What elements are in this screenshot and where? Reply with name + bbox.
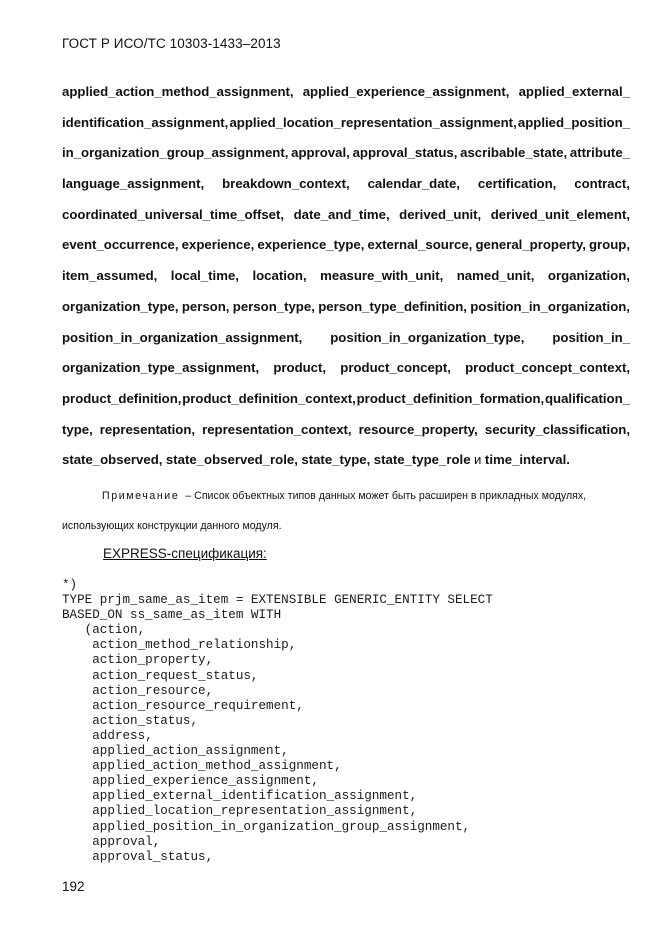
code-line: applied_action_method_assignment,	[62, 759, 342, 774]
entity-list-line	[62, 113, 630, 144]
entity-name: item_assumed,	[62, 268, 158, 284]
note-text: – Список объектных типов данных может быть расширен в прикладных модулях,	[185, 490, 587, 502]
code-line: address,	[62, 728, 153, 743]
entity-name: position_in_organization,	[470, 298, 630, 314]
entity-list-line	[62, 297, 630, 328]
entity-name: date_and_time,	[293, 206, 390, 222]
entity-name: organization_type,	[62, 298, 179, 314]
entity-name: security_classification,	[484, 421, 630, 437]
entity-list-paragraph	[62, 82, 630, 481]
code-line: action_resource_requirement,	[62, 698, 304, 713]
entity-name: resource_property,	[358, 421, 478, 437]
code-line: action_method_relationship,	[62, 638, 297, 653]
code-line: *)	[62, 578, 78, 592]
entity-name: product_concept,	[340, 360, 451, 376]
entity-name: local_time,	[170, 268, 239, 284]
entity-name: position_in_organization_type,	[330, 329, 525, 345]
entity-name: position_in_	[552, 329, 630, 345]
code-line: (action,	[62, 623, 146, 638]
conjunction: и	[474, 452, 482, 468]
note-first-line	[62, 487, 630, 505]
entity-name: time_interval.	[484, 452, 570, 468]
code-line: applied_action_assignment,	[62, 744, 289, 759]
entity-name: product_definition_formation,	[356, 390, 545, 406]
entity-name: approval,	[291, 145, 350, 161]
entity-list-line	[62, 328, 630, 359]
entity-name: applied_experience_assignment,	[302, 84, 510, 99]
entity-name: derived_unit,	[399, 206, 482, 222]
entity-list-line	[62, 266, 630, 297]
code-line: applied_position_in_organization_group_assignment,	[62, 819, 471, 834]
entity-name: product_definition,	[62, 390, 182, 406]
entity-name: person,	[181, 298, 230, 314]
code-line: TYPE prjm_same_as_item = EXTENSIBLE GENERIC_ENTITY SELECT	[62, 593, 493, 608]
entity-name: in_organization_group_assignment,	[62, 145, 289, 161]
page-number: 192	[62, 879, 85, 894]
entity-name: contract,	[574, 176, 630, 192]
entity-name: state_observed,	[62, 452, 163, 468]
entity-name: breakdown_context,	[222, 176, 350, 192]
entity-name: named_unit,	[456, 268, 535, 284]
entity-list-line	[62, 235, 630, 266]
entity-name: representation,	[99, 421, 196, 437]
entity-name: external_source,	[367, 237, 473, 253]
entity-name: product,	[273, 360, 327, 376]
entity-name: experience_type,	[257, 237, 365, 253]
note-second-line: использующих конструкции данного модуля.	[62, 520, 282, 532]
entity-name: certification,	[477, 176, 557, 192]
entity-name: coordinated_universal_time_offset,	[62, 206, 285, 222]
entity-name: type,	[62, 421, 93, 437]
entity-name: position_in_organization_assignment,	[62, 329, 303, 345]
entity-name: location,	[252, 268, 307, 284]
code-line: applied_external_identification_assignment,	[62, 789, 418, 804]
entity-name: measure_with_unit,	[320, 268, 444, 284]
entity-name: organization,	[547, 268, 630, 284]
entity-name: organization_type_assignment,	[62, 360, 260, 376]
entity-name: ascribable_state,	[460, 145, 568, 161]
code-line: action_property,	[62, 653, 214, 668]
entity-name: state_observed_role,	[165, 452, 298, 468]
entity-name: person_type,	[232, 298, 315, 314]
entity-name: applied_action_method_assignment,	[62, 84, 294, 99]
entity-name: person_type_definition,	[318, 298, 467, 314]
document-header: ГОСТ Р ИСО/ТС 10303-1433–2013	[62, 36, 281, 51]
entity-name: experience,	[181, 237, 255, 253]
code-line: applied_experience_assignment,	[62, 774, 319, 789]
entity-list-line	[62, 174, 630, 205]
entity-list-line	[62, 450, 630, 481]
code-line: approval_status,	[62, 849, 214, 864]
code-line: action_status,	[62, 713, 199, 728]
entity-name: language_assignment,	[62, 176, 205, 192]
entity-list-line	[62, 420, 630, 451]
entity-name: identification_assignment,	[62, 114, 229, 130]
code-line: approval,	[62, 834, 161, 849]
entity-name: attribute_	[569, 145, 630, 161]
entity-name: representation_context,	[202, 421, 352, 437]
entity-name: applied_location_representation_assignment,	[229, 114, 517, 130]
note-block	[62, 487, 630, 535]
entity-name: derived_unit_element,	[490, 206, 630, 222]
code-line: action_request_status,	[62, 668, 259, 683]
entity-name: product_concept_context,	[465, 360, 630, 376]
entity-name: event_occurrence,	[62, 237, 179, 253]
entity-name: general_property,	[475, 237, 586, 253]
entity-name: calendar_date,	[367, 176, 460, 192]
code-line: applied_location_representation_assignment,	[62, 804, 418, 819]
entity-list-line	[62, 143, 630, 174]
code-line: BASED_ON ss_same_as_item WITH	[62, 608, 282, 623]
entity-name: group,	[588, 237, 630, 253]
entity-name: applied_position_	[517, 114, 630, 130]
entity-name: state_type,	[301, 452, 371, 468]
entity-name: approval_status,	[352, 145, 458, 161]
entity-list-line	[62, 82, 630, 113]
entity-list-line	[62, 358, 630, 389]
note-label: Примечание	[102, 490, 180, 502]
entity-name: state_type_role	[373, 452, 471, 468]
code-line: action_resource,	[62, 683, 214, 698]
entity-list-line	[62, 389, 630, 420]
entity-name: applied_external_	[518, 84, 630, 99]
entity-name: qualification_	[544, 390, 630, 406]
express-heading: EXPRESS-спецификация:	[103, 546, 267, 561]
entity-list-line	[62, 205, 630, 236]
express-code-listing	[62, 578, 493, 865]
entity-name: product_definition_context,	[182, 390, 356, 406]
